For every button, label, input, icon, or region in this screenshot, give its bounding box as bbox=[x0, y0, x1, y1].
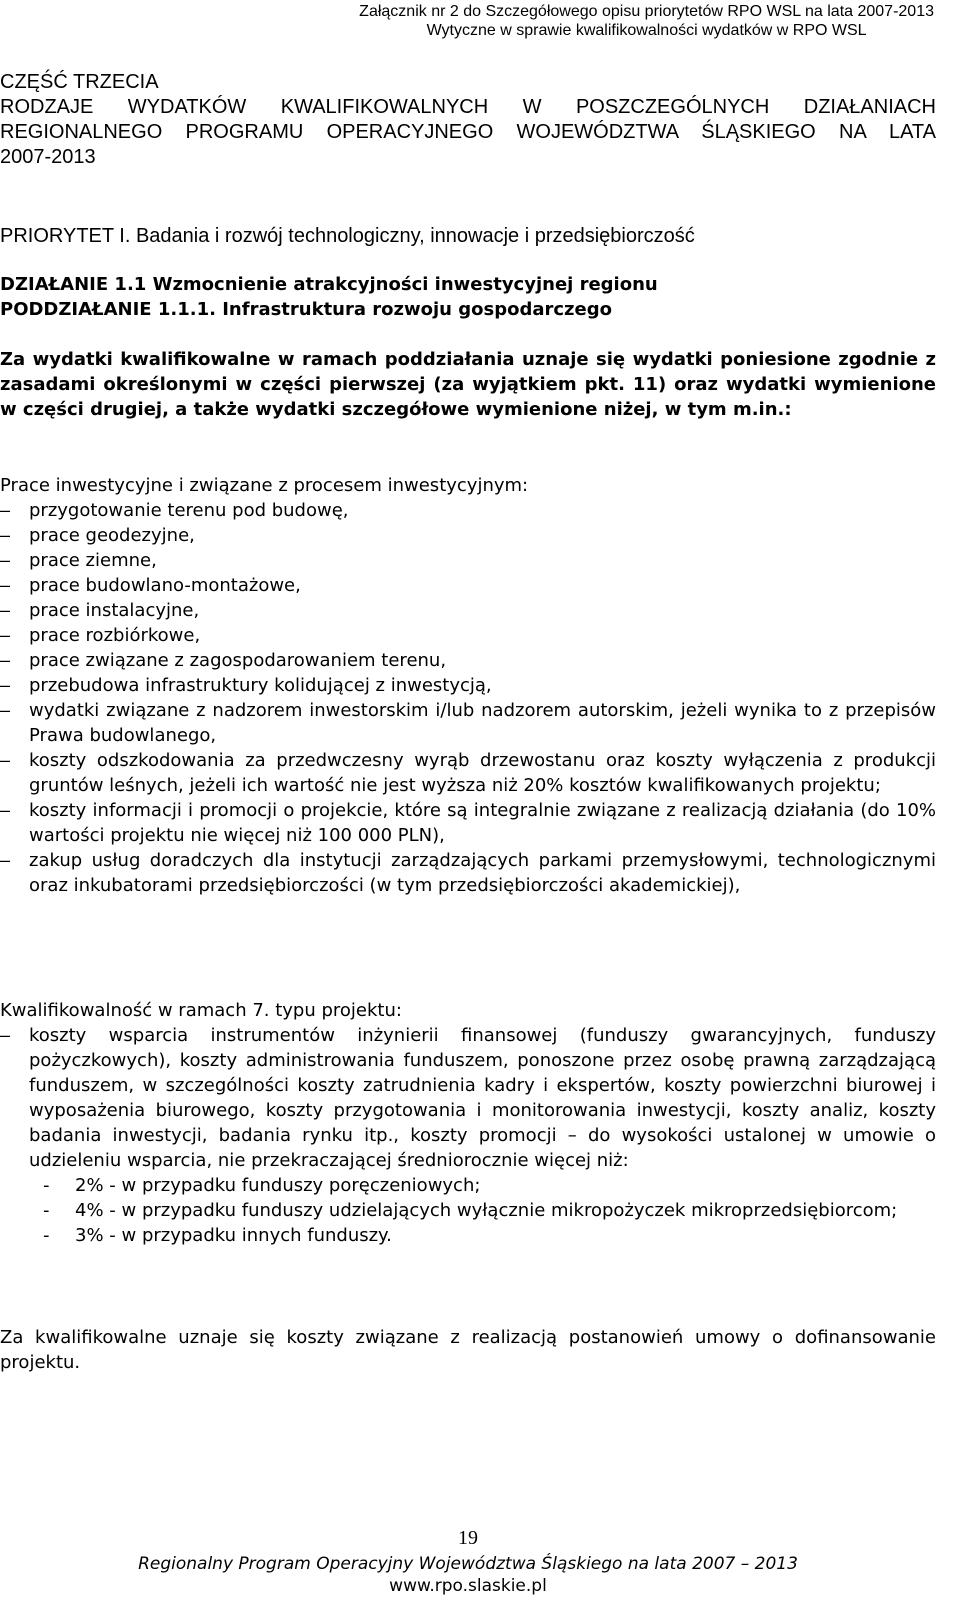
header-guidelines-line: Wytyczne w sprawie kwalifikowalności wydatków w RPO WSL bbox=[426, 22, 867, 39]
list-item bbox=[0, 1023, 936, 1248]
list-item-text: zakup usług doradczych dla instytucji zarządzających parkami przemysłowymi, technologicznymi oraz inkubatorami przedsiębiorczości (w tym przedsiębiorczości akademickiej), bbox=[29, 850, 936, 896]
document-footer bbox=[0, 1553, 936, 1597]
list-item bbox=[0, 523, 936, 548]
list-item-text: 3% - w przypadku innych funduszy. bbox=[75, 1225, 392, 1246]
list-item-text: przebudowa infrastruktury kolidującej z inwestycją, bbox=[29, 675, 492, 696]
footer-program-name: Regionalny Program Operacyjny Województwa Śląskiego na lata 2007 – 2013 bbox=[138, 1554, 798, 1574]
list-item-text: prace instalacyjne, bbox=[29, 600, 200, 621]
percentage-list bbox=[29, 1173, 936, 1248]
list-item-text: 4% - w przypadku funduszy udzielających wyłącznie mikropożyczek mikroprzedsiębiorcom; bbox=[75, 1200, 898, 1221]
part-subtitle-line-2: REGIONALNEGO PROGRAMU OPERACYJNEGO WOJEWÓDZTWA ŚLĄSKIEGO NA LATA bbox=[0, 121, 936, 143]
dash-bullet: – bbox=[0, 700, 11, 720]
hyphen-bullet: - bbox=[43, 1225, 50, 1246]
action-heading: DZIAŁANIE 1.1 Wzmocnienie atrakcyjności inwestycyjnej regionu bbox=[0, 274, 658, 295]
list-item bbox=[0, 748, 936, 798]
closing-paragraph: Za kwalifikowalne uznaje się koszty związane z realizacją postanowień umowy o dofinansowanie projektu. bbox=[0, 1327, 936, 1373]
list-item bbox=[0, 548, 936, 573]
qualification-list bbox=[0, 1023, 936, 1248]
intro-paragraph: Za wydatki kwalifikowalne w ramach poddziałania uznaje się wydatki poniesione zgodnie z zasadami określonymi w części pierwszej (za wyjątkiem pkt. 11) oraz wydatki wymienione w części drugiej, a także wydatki szczegółowe wymienione niżej, w tym m.in.: bbox=[0, 349, 936, 420]
list-item bbox=[0, 598, 936, 623]
list-item bbox=[0, 623, 936, 648]
dash-bullet: – bbox=[0, 1025, 11, 1045]
list-item bbox=[0, 573, 936, 598]
list-item bbox=[0, 798, 936, 848]
list-item-text: przygotowanie terenu pod budowę, bbox=[29, 500, 349, 521]
dash-bullet: – bbox=[0, 675, 11, 695]
header-annex-line: Załącznik nr 2 do Szczegółowego opisu priorytetów RPO WSL na lata 2007-2013 bbox=[359, 3, 934, 20]
dash-bullet: – bbox=[0, 800, 11, 820]
list-item-text: prace ziemne, bbox=[29, 550, 157, 571]
list-item-text: prace związane z zagospodarowaniem terenu, bbox=[29, 650, 447, 671]
part-subtitle-line-1: RODZAJE WYDATKÓW KWALIFIKOWALNYCH W POSZCZEGÓLNYCH DZIAŁANIACH bbox=[0, 96, 936, 118]
dash-bullet: – bbox=[0, 550, 11, 570]
list-item bbox=[0, 673, 936, 698]
list-item-text: prace rozbiórkowe, bbox=[29, 625, 201, 646]
works-title: Prace inwestycyjne i związane z procesem inwestycyjnym: bbox=[0, 475, 529, 496]
footer-url: www.rpo.slaskie.pl bbox=[389, 1576, 547, 1596]
list-item bbox=[0, 1223, 936, 1248]
dash-bullet: – bbox=[0, 575, 11, 595]
subaction-heading: PODDZIAŁANIE 1.1.1. Infrastruktura rozwoju gospodarczego bbox=[0, 299, 612, 320]
document-header bbox=[359, 2, 934, 40]
dash-bullet: – bbox=[0, 600, 11, 620]
list-item bbox=[0, 848, 936, 898]
part-title: CZĘŚĆ TRZECIA bbox=[0, 71, 159, 93]
list-item-text: wydatki związane z nadzorem inwestorskim i/lub nadzorem autorskim, jeżeli wynika to z przepisów Prawa budowlanego, bbox=[29, 700, 936, 746]
dash-bullet: – bbox=[0, 650, 11, 670]
page-number: 19 bbox=[458, 1527, 478, 1549]
priority-heading: PRIORYTET I. Badania i rozwój technologiczny, innowacje i przedsiębiorczość bbox=[0, 225, 695, 247]
dash-bullet: – bbox=[0, 625, 11, 645]
part-subtitle-line-3: 2007-2013 bbox=[0, 146, 96, 168]
section-heading bbox=[0, 272, 658, 322]
dash-bullet: – bbox=[0, 850, 11, 870]
list-item-text: 2% - w przypadku funduszy poręczeniowych; bbox=[75, 1175, 481, 1196]
list-item bbox=[0, 498, 936, 523]
list-item bbox=[0, 698, 936, 748]
list-item bbox=[0, 648, 936, 673]
list-item-text: prace budowlano-montażowe, bbox=[29, 575, 301, 596]
list-item-text: koszty wsparcia instrumentów inżynierii finansowej (funduszy gwarancyjnych, funduszy pożyczkowych), koszty administrowania funduszem, ponoszone przez osobę prawną zarządzającą funduszem, w szczególności koszty zatrudnienia kadry i ekspertów, koszty powierzchni biurowej i wyposażenia biurowego, koszty przygotowania i monitorowania inwestycji, koszty analiz, koszty badania inwestycji, badania rynku itp., koszty promocji – do wysokości ustalonej w umowie o udzieleniu wsparcia, nie przekraczającej średniorocznie więcej niż: bbox=[29, 1025, 936, 1171]
dash-bullet: – bbox=[0, 500, 11, 520]
list-item-text: koszty informacji i promocji o projekcie, które są integralnie związane z realizacją działania (do 10% wartości projektu nie więcej niż 100 000 PLN), bbox=[29, 800, 936, 846]
works-list bbox=[0, 498, 936, 898]
hyphen-bullet: - bbox=[43, 1200, 50, 1221]
list-item-text: prace geodezyjne, bbox=[29, 525, 195, 546]
list-item bbox=[0, 1198, 936, 1223]
list-item bbox=[0, 1173, 936, 1198]
hyphen-bullet: - bbox=[43, 1175, 50, 1196]
part-heading bbox=[0, 70, 936, 170]
dash-bullet: – bbox=[0, 525, 11, 545]
dash-bullet: – bbox=[0, 750, 11, 770]
qualification-title: Kwalifikowalność w ramach 7. typu projektu: bbox=[0, 1000, 402, 1021]
list-item-text: koszty odszkodowania za przedwczesny wyrąb drzewostanu oraz koszty wyłączenia z produkcji gruntów leśnych, jeżeli ich wartość nie jest wyższa niż 20% kosztów kwalifikowanych projektu; bbox=[29, 750, 936, 796]
